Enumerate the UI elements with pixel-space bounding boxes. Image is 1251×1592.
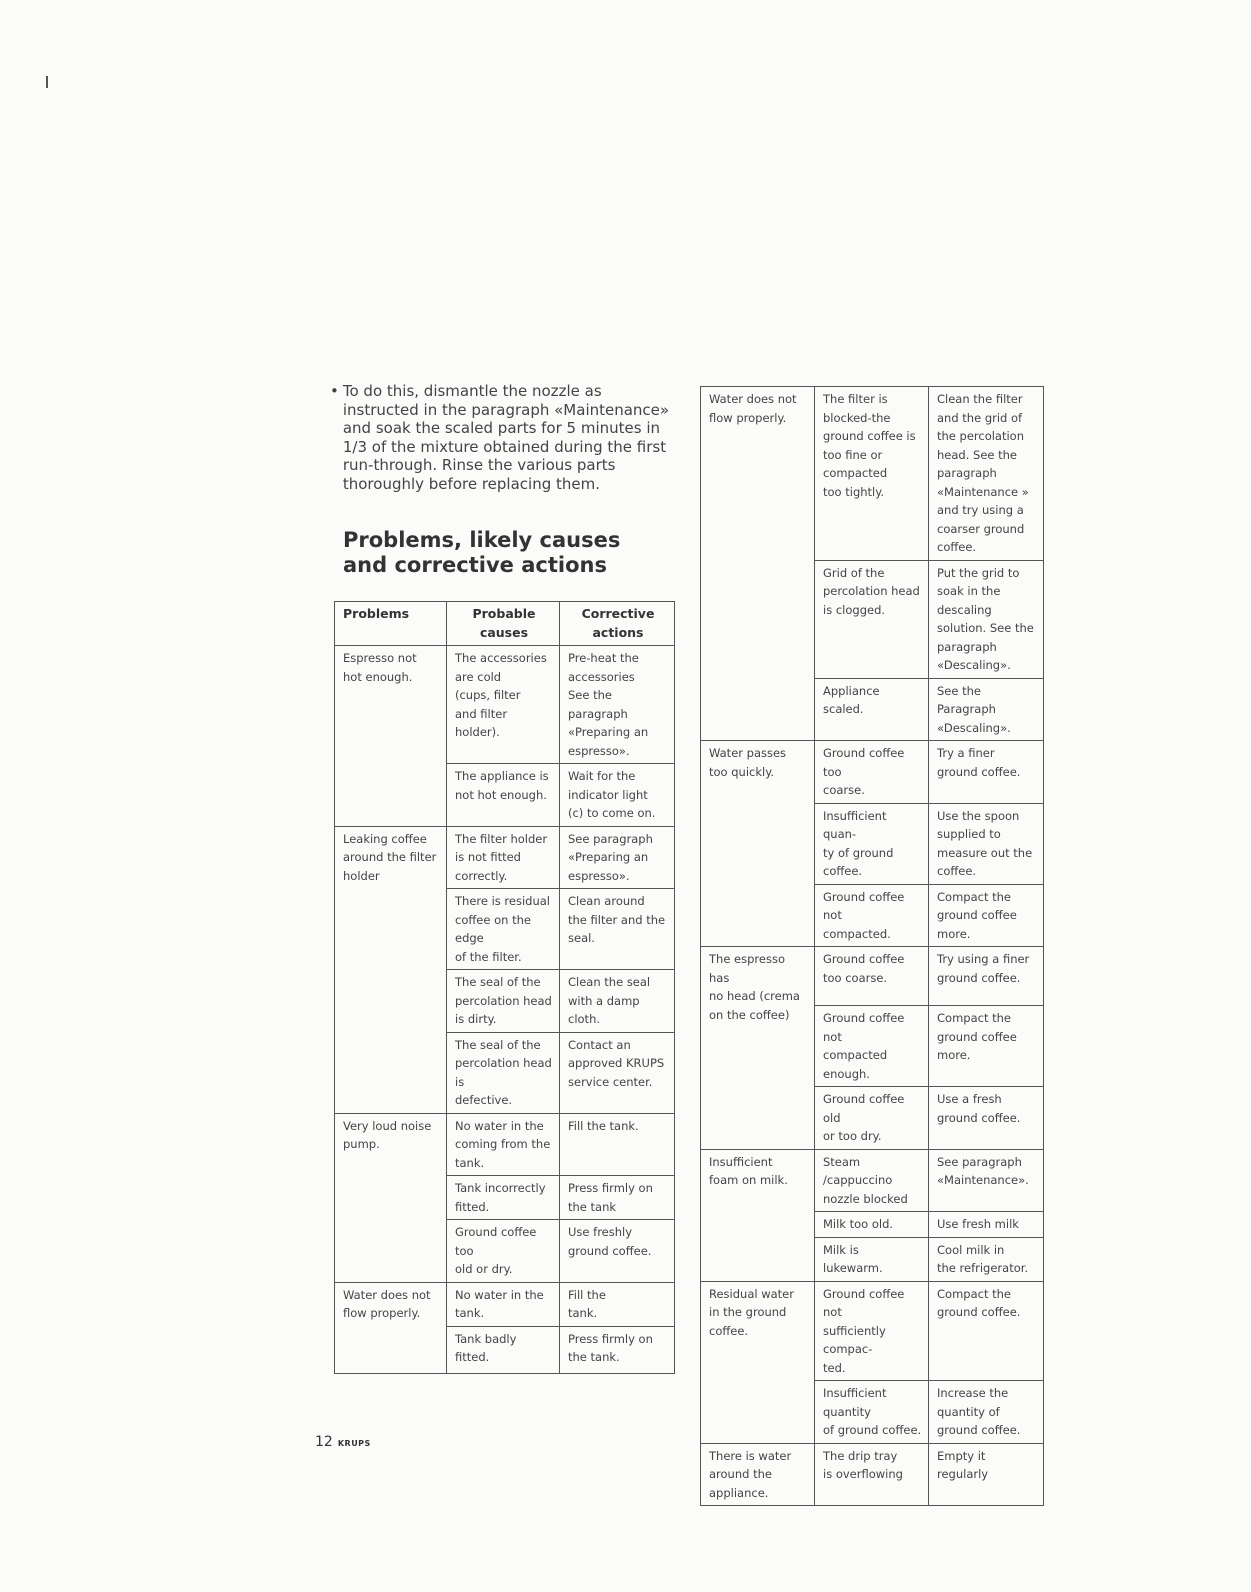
table-row bbox=[701, 741, 1044, 804]
troubleshooting-table-left bbox=[334, 601, 675, 1374]
cause-cell: The filter is blocked-the ground coffee is too fine or compacted too tightly. bbox=[815, 387, 929, 561]
problem-cell: Insufficient foam on milk. bbox=[701, 1149, 815, 1281]
problem-cell: Water does not flow properly. bbox=[701, 387, 815, 741]
cause-cell: There is residual coffee on the edge of the filter. bbox=[447, 889, 560, 970]
table-row bbox=[335, 826, 675, 889]
cause-cell: Ground coffee too coarse. bbox=[815, 947, 929, 1006]
table-row bbox=[335, 1282, 675, 1326]
action-cell: Cool milk in the refrigerator. bbox=[929, 1237, 1044, 1281]
action-cell: Contact an approved KRUPS service center. bbox=[560, 1032, 675, 1113]
action-cell: See paragraph «Maintenance». bbox=[929, 1149, 1044, 1212]
page-footer bbox=[315, 1434, 371, 1450]
table-row bbox=[701, 1149, 1044, 1212]
header-corrective-actions: Corrective actions bbox=[560, 602, 675, 646]
cause-cell: No water in the coming from the tank. bbox=[447, 1113, 560, 1176]
cause-cell: Tank badly fitted. bbox=[447, 1326, 560, 1373]
action-cell: Clean the seal with a damp cloth. bbox=[560, 970, 675, 1033]
bullet: • bbox=[330, 382, 339, 400]
intro-paragraph bbox=[330, 382, 675, 493]
table-row bbox=[701, 947, 1044, 1006]
action-cell: Compact the ground coffee more. bbox=[929, 1006, 1044, 1087]
table-row bbox=[335, 1113, 675, 1176]
action-cell: Clean around the filter and the seal. bbox=[560, 889, 675, 970]
problem-cell: Espresso not hot enough. bbox=[335, 646, 447, 827]
cause-cell: Tank incorrectly fitted. bbox=[447, 1176, 560, 1220]
cause-cell: Ground coffee not sufficiently compac- ted. bbox=[815, 1281, 929, 1381]
action-cell: Fill the tank. bbox=[560, 1282, 675, 1326]
cause-cell: Ground coffee not compacted enough. bbox=[815, 1006, 929, 1087]
problem-cell: Water does not flow properly. bbox=[335, 1282, 447, 1373]
cause-cell: Grid of the percolation head is clogged. bbox=[815, 560, 929, 678]
header-problems: Problems bbox=[335, 602, 447, 646]
action-cell: Compact the ground coffee. bbox=[929, 1281, 1044, 1381]
cause-cell: Insufficient quantity of ground coffee. bbox=[815, 1381, 929, 1444]
action-cell: Put the grid to soak in the descaling solution. See the paragraph «Descaling». bbox=[929, 560, 1044, 678]
cause-cell: The drip tray is overflowing bbox=[815, 1443, 929, 1506]
cause-cell: Milk is lukewarm. bbox=[815, 1237, 929, 1281]
action-cell: Press firmly on the tank. bbox=[560, 1326, 675, 1373]
cause-cell: The seal of the percolation head is dirty. bbox=[447, 970, 560, 1033]
action-cell: Try using a finer ground coffee. bbox=[929, 947, 1044, 1006]
cause-cell: Insufficient quan- ty of ground coffee. bbox=[815, 803, 929, 884]
action-cell: Press firmly on the tank bbox=[560, 1176, 675, 1220]
action-cell: Empty it regularly bbox=[929, 1443, 1044, 1506]
action-cell: Compact the ground coffee more. bbox=[929, 884, 1044, 947]
problem-cell: Leaking coffee around the filter holder bbox=[335, 826, 447, 1113]
cause-cell: Appliance scaled. bbox=[815, 678, 929, 741]
header-probable-causes: Probable causes bbox=[447, 602, 560, 646]
action-cell: Clean the filter and the grid of the percolation head. See the paragraph «Maintenance » and try using a coarser ground coffee. bbox=[929, 387, 1044, 561]
cause-cell: The filter holder is not fitted correctly. bbox=[447, 826, 560, 889]
action-cell: Try a finer ground coffee. bbox=[929, 741, 1044, 804]
action-cell: Use a fresh ground coffee. bbox=[929, 1087, 1044, 1150]
cause-cell: Milk too old. bbox=[815, 1212, 929, 1238]
cause-cell: Ground coffee not compacted. bbox=[815, 884, 929, 947]
problem-cell: Very loud noise pump. bbox=[335, 1113, 447, 1282]
troubleshooting-table-right bbox=[700, 386, 1044, 1506]
action-cell: See paragraph «Preparing an espresso». bbox=[560, 826, 675, 889]
action-cell: Use fresh milk bbox=[929, 1212, 1044, 1238]
table-row bbox=[335, 646, 675, 764]
action-cell: Increase the quantity of ground coffee. bbox=[929, 1381, 1044, 1444]
action-cell: Use freshly ground coffee. bbox=[560, 1220, 675, 1283]
page-number: 12 bbox=[315, 1434, 333, 1450]
action-cell: Wait for the indicator light (c) to come on. bbox=[560, 764, 675, 827]
intro-text: To do this, dismantle the nozzle as instructed in the paragraph «Maintenance» and soak the scaled parts for 5 minutes in 1/3 of the mixture obtained during the first run-through. Rinse the various parts thoroughly before replacing them. bbox=[342, 382, 670, 493]
cause-cell: The seal of the percolation head is defective. bbox=[447, 1032, 560, 1113]
brand-name: KRUPS bbox=[337, 1439, 371, 1448]
problem-cell: Residual water in the ground coffee. bbox=[701, 1281, 815, 1443]
action-cell: Fill the tank. bbox=[560, 1113, 675, 1176]
cause-cell: Ground coffee old or too dry. bbox=[815, 1087, 929, 1150]
cause-cell: The appliance is not hot enough. bbox=[447, 764, 560, 827]
table-row bbox=[701, 387, 1044, 561]
problem-cell: There is water around the appliance. bbox=[701, 1443, 815, 1506]
cause-cell: Ground coffee too coarse. bbox=[815, 741, 929, 804]
cause-cell: The accessories are cold (cups, filter and filter holder). bbox=[447, 646, 560, 764]
table-row bbox=[701, 1281, 1044, 1381]
action-cell: Pre-heat the accessories See the paragraph «Preparing an espresso». bbox=[560, 646, 675, 764]
table-header-row bbox=[335, 602, 675, 646]
table-row bbox=[701, 1443, 1044, 1506]
cause-cell: No water in the tank. bbox=[447, 1282, 560, 1326]
problem-cell: Water passes too quickly. bbox=[701, 741, 815, 947]
cause-cell: Steam /cappuccino nozzle blocked bbox=[815, 1149, 929, 1212]
action-cell: Use the spoon supplied to measure out the coffee. bbox=[929, 803, 1044, 884]
section-heading: Problems, likely causes and corrective actions bbox=[343, 528, 621, 577]
cause-cell: Ground coffee too old or dry. bbox=[447, 1220, 560, 1283]
page-margin-mark bbox=[46, 76, 48, 88]
problem-cell: The espresso has no head (crema on the coffee) bbox=[701, 947, 815, 1150]
action-cell: See the Paragraph «Descaling». bbox=[929, 678, 1044, 741]
